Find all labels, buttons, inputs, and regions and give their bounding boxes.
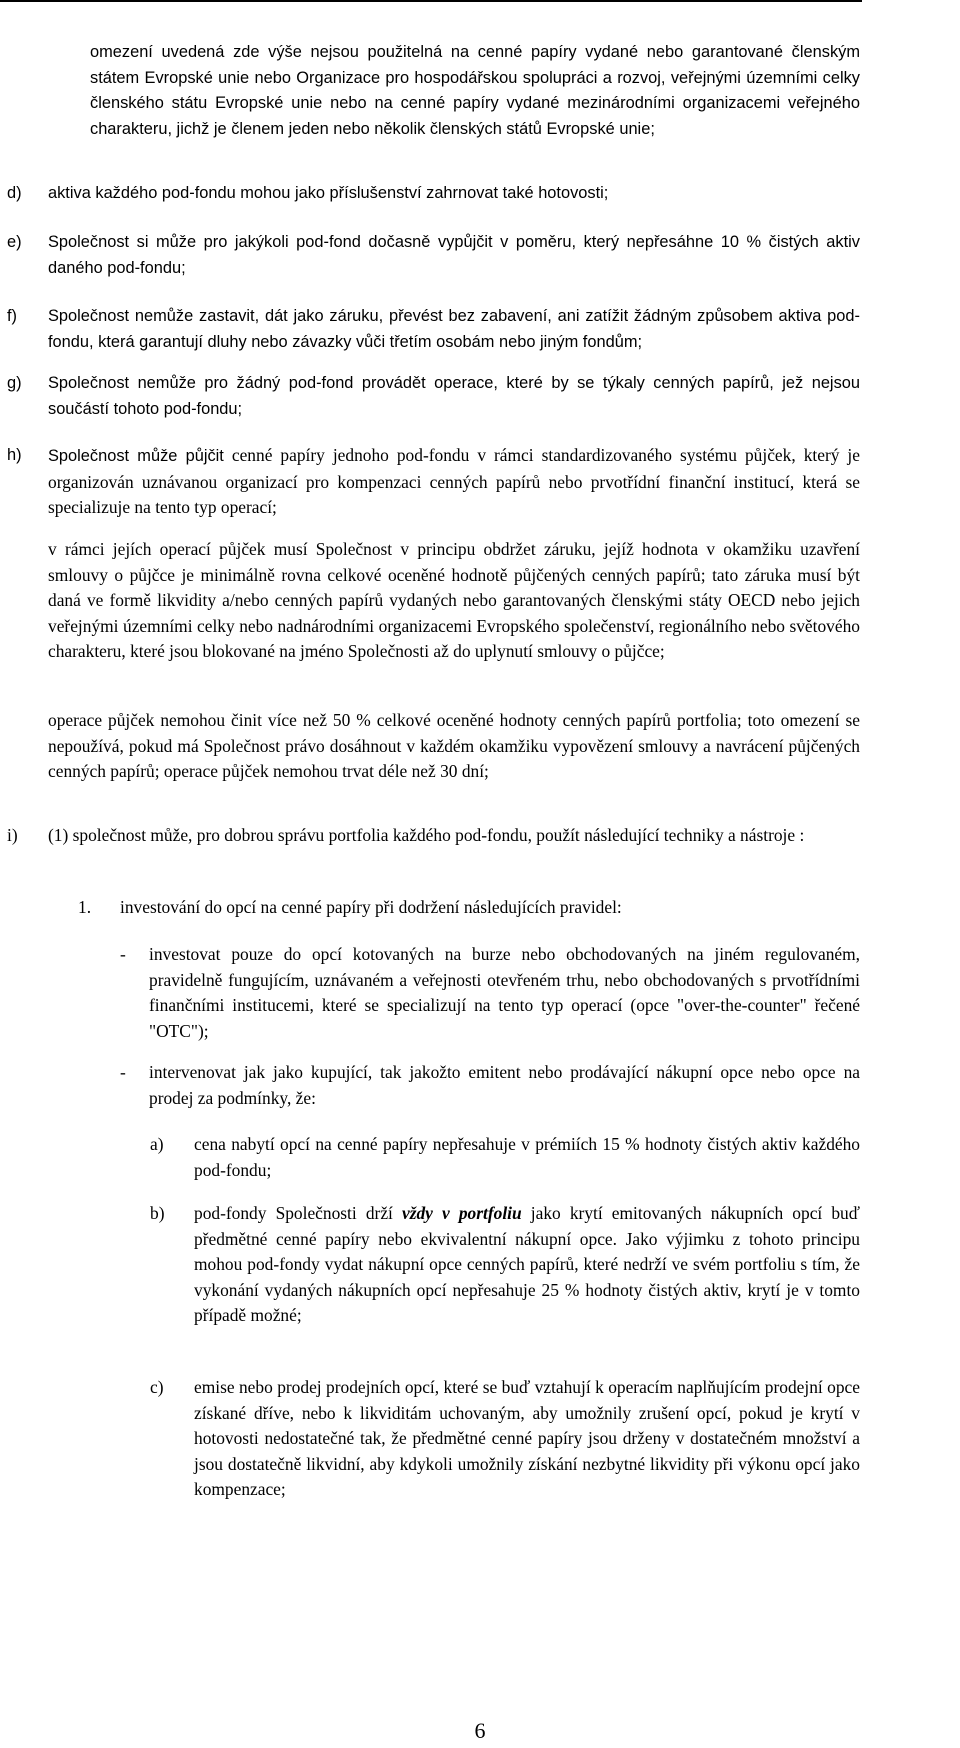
header-rule: [0, 0, 862, 2]
item-f-label: f): [7, 307, 18, 325]
item-d-text: aktiva každého pod-fondu mohou jako příslušenství zahrnovat také hotovosti;: [48, 184, 609, 202]
item-i-label: i): [7, 825, 18, 845]
item-e-label: e): [7, 233, 22, 251]
dash-1-mark: -: [120, 944, 126, 964]
item-b-text: [194, 1201, 860, 1329]
item-b-label: b): [150, 1203, 165, 1223]
dash-2-mark: -: [120, 1062, 126, 1082]
item-e-text: Společnost si může pro jakýkoli pod-fond dočasně vypůjčit v poměru, který nepřesáhne 10 % čistých aktiv daného pod-fondu;: [48, 233, 860, 277]
item-b-text-before: pod-fondy Společnosti drží: [194, 1203, 402, 1223]
page-number: 6: [474, 1718, 486, 1743]
item-f-text: Společnost nemůže zastavit, dát jako záruku, převést bez zabavení, ani zatížit žádným způsobem aktiva pod-fondu, která garantují dluhy nebo závazky vůči třetím osobám nebo jiným fondům;: [48, 307, 860, 351]
item-h-text-rest: cenné papíry jednoho pod-fondu v rámci standardizovaného systému půjček, který je organizován uznávanou organizací pro kompenzaci cenných papírů nebo prvotřídní finanční institucí, která se specializuje na tento typ operací;: [48, 445, 860, 517]
item-h-paragraph-3: operace půjček nemohou činit více než 50 % celkové oceněné hodnoty cenných papírů portfolia; toto omezení se nepoužívá, pokud má Společnost právo dosáhnout v každém okamžiku vypovězení smlouvy a navrácení půjčených cenných papírů; operace půjček nemohou trvat déle než 30 dní;: [48, 710, 860, 781]
item-g-label: g): [7, 374, 22, 392]
item-a-label: a): [150, 1134, 164, 1154]
item-c-text: emise nebo prodej prodejních opcí, které se buď vztahují k operacím naplňujícím prodejní opce získané dříve, nebo k likviditám uchovaným, aby umožnily zrušení opcí, pokud je krytí v hotovosti nedostatečné tak, že předmětné cenné papíry jsou drženy v dostatečném množství a jsou dostatečně likvidní, aby kdykoli umožnily získání nezbytné likvidity při výkonu opcí jako kompenzace;: [194, 1377, 860, 1499]
item-h-paragraph-2: v rámci jejích operací půjček musí Společnost v principu obdržet záruku, jejíž hodnota v okamžiku uzavření smlouvy o půjčce je minimálně rovna celkové oceněné hodnotě půjčených cenných papírů; tato záruka musí být daná ve formě likvidity a/nebo cenných papírů vydaných nebo garantovaných členskými státy OECD nebo jejich veřejnými územními celky nebo nadnárodními organizacemi Evropského společenství, regionálního nebo světového charakteru, které jsou blokované na jméno Společnosti až do uplynutí smlouvy o půjčce;: [48, 539, 860, 661]
item-c-continuation: omezení uvedená zde výše nejsou použitelná na cenné papíry vydané nebo garantované členským státem Evropské unie nebo Organizace pro hospodářskou spolupráci a rozvoj, veřejnými územními celky členského státu Evropské unie nebo na cenné papíry vydané mezinárodními organizacemi veřejného charakteru, jichž je členem jeden nebo několik členských států Evropské unie;: [90, 43, 860, 138]
item-a-text: cena nabytí opcí na cenné papíry nepřesahuje v prémiích 15 % hodnoty čistých aktiv každého pod-fondu;: [194, 1134, 860, 1180]
item-h-text: [48, 443, 860, 521]
sub-1-number: 1.: [78, 897, 92, 917]
sub-1-text: investování do opcí na cenné papíry při dodržení následujících pravidel:: [120, 897, 622, 917]
item-i-text: (1) společnost může, pro dobrou správu portfolia každého pod-fondu, použít následující techniky a nástroje :: [48, 825, 805, 845]
item-h-text-lead: Společnost může půjčit: [48, 447, 224, 465]
item-d-label: d): [7, 184, 22, 202]
item-g-text: Společnost nemůže pro žádný pod-fond provádět operace, které by se týkaly cenných papírů, jež nejsou součástí tohoto pod-fondu;: [48, 374, 860, 418]
dash-1-text: investovat pouze do opcí kotovaných na burze nebo obchodovaných na jiném regulovaném, pravidelně fungujícím, uznávaném a veřejnosti otevřeném trhu, nebo obchodovaných s prvotřídními finančními institucemi, které se specializují na tento typ operací (opce "over-the-counter" řečené "OTC");: [149, 944, 860, 1041]
item-b-text-emphasis: vždy v portfoliu: [402, 1203, 522, 1223]
item-c-label: c): [150, 1377, 164, 1397]
item-b-text-after: jako krytí emitovaných nákupních opcí buď předmětné cenné papíry nebo ekvivalentní nákupní opce. Jako výjimku z tohoto principu mohou pod-fondy vydat nákupní opce cenných papírů, které nedrží ve svém portfoliu s tím, že vykonání vydaných nákupních opcí nepřesahuje 25 % hodnoty čistých aktiv, krytí je v tomto případě možné;: [194, 1203, 860, 1325]
dash-2-text: intervenovat jak jako kupující, tak jakožto emitent nebo prodávající nákupní opce nebo opce na prodej za podmínky, že:: [149, 1062, 860, 1108]
item-h-label: h): [7, 446, 22, 464]
